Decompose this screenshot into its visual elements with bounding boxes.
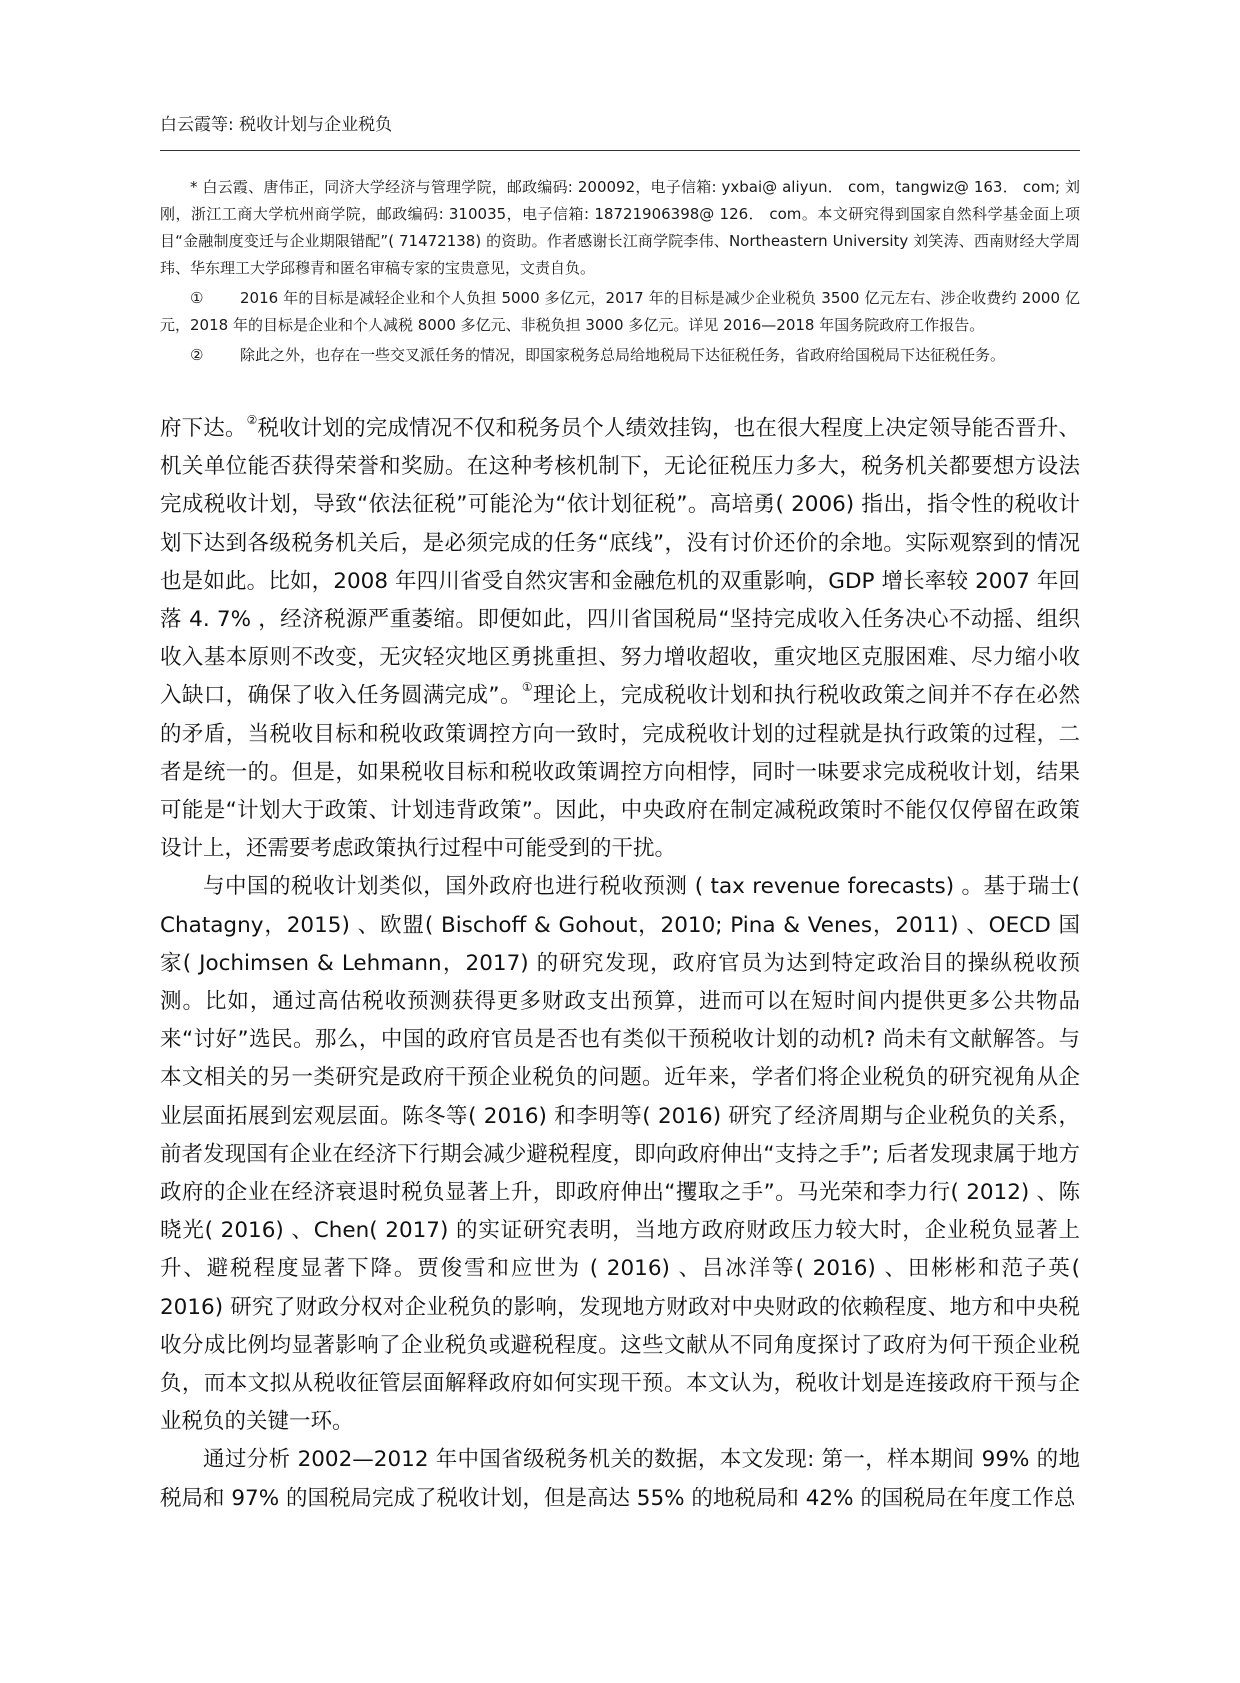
header-rule <box>160 150 1080 151</box>
footnote-ref-1[interactable]: ① <box>521 680 534 695</box>
paragraph-1-part-a: 府下达。 <box>160 416 247 441</box>
author-footnote: * 白云霞、唐伟正，同济大学经济与管理学院，邮政编码: 200092，电子信箱: yxbai@ aliyun． com，tangwiz@ 163． com; 刘刚，浙江工商大学杭州商学院，邮政编码: 310035，电子信箱: 18721906398@ 126． com。本文研究得到国家自然科学基金面上项目“金融制度变迁与企业期限错配”( 71472138) 的资助。作者感谢长江商学院李伟、Northeastern University 刘笑涛、西南财经大学周玮、华东理工大学邱穆青和匿名审稿专家的宝贵意见，文责自负。 <box>160 178 1080 277</box>
running-header: 白云霞等: 税收计划与企业税负 <box>160 115 393 135</box>
footnote-1-text: 2016 年的目标是减轻企业和个人负担 5000 多亿元，2017 年的目标是减少企业税负 3500 亿元左右、涉企收费约 2000 亿元，2018 年的目标是企业和个人减税 8000 多亿元、非税负担 3000 多亿元。详见 2016—2018 年国务院政府工作报告。 <box>160 289 1080 334</box>
footnote-ref-2[interactable]: ② <box>246 413 258 427</box>
footnote-2 <box>160 342 1080 369</box>
paragraph-3: 通过分析 2002—2012 年中国省级税务机关的数据，本文发现: 第一，样本期间 99% 的地税局和 97% 的国税局完成了税收计划，但是高达 55% 的地税局和 42% 的国税局在年度工作总 <box>160 1447 1080 1511</box>
paragraph-1-part-c: 理论上，完成税收计划和执行税收政策之间并不存在必然的矛盾，当税收目标和税收政策调控方向一致时，完成税收计划的过程就是执行政策的过程，二者是统一的。但是，如果税收目标和税收政策调控方向相悖，同时一味要求完成税收计划，结果可能是“计划大于政策、计划违背政策”。因此，中央政府在制定减税政策时不能仅仅停留在政策设计上，还需要考虑政策执行过程中可能受到的干扰。 <box>160 683 1080 862</box>
footnote-2-text: 除此之外，也存在一些交叉派任务的情况，即国家税务总局给地税局下达征税任务，省政府给国税局下达征税任务。 <box>240 346 1006 364</box>
footnote-1-mark: ① <box>190 289 204 307</box>
body-text <box>160 410 1080 1518</box>
footnote-1 <box>160 285 1080 339</box>
paragraph-1 <box>160 410 1080 868</box>
paragraph-1-part-b: 税收计划的完成情况不仅和税务员个人绩效挂钩，也在很大程度上决定领导能否晋升、机关单位能否获得荣誉和奖励。在这种考核机制下，无论征税压力多大，税务机关都要想方设法完成税收计划，导致“依法征税”可能沦为“依计划征税”。高培勇( 2006) 指出，指令性的税收计划下达到各级税务机关后，是必须完成的任务“底线”，没有讨价还价的余地。实际观察到的情况也是如此。比如，2008 年四川省受自然灾害和金融危机的双重影响，GDP 增长率较 2007 年回落 4. 7% ，经济税源严重萎缩。即便如此，四川省国税局“坚持完成收入任务决心不动摇、组织收入基本原则不改变，无灾轻灾地区勇挑重担、努力增收超收，重灾地区克服困难、尽力缩小收入缺口，确保了收入任务圆满完成”。 <box>160 416 1080 709</box>
footnotes <box>160 174 1080 372</box>
footnote-2-mark: ② <box>190 346 204 364</box>
paragraph-2: 与中国的税收计划类似，国外政府也进行税收预测 ( tax revenue forecasts) 。基于瑞士( Chatagny，2015) 、欧盟( Bischoff & Gohout，2010; Pina & Venes，2011) 、OECD 国家( Jochimsen & Lehmann，2017) 的研究发现，政府官员为达到特定政治目的操纵税收预测。比如，通过高估税收预测获得更多财政支出预算，进而可以在短时间内提供更多公共物品来“讨好”选民。那么，中国的政府官员是否也有类似干预税收计划的动机? 尚未有文献解答。与本文相关的另一类研究是政府干预企业税负的问题。近年来，学者们将企业税负的研究视角从企业层面拓展到宏观层面。陈冬等( 2016) 和李明等( 2016) 研究了经济周期与企业税负的关系，前者发现国有企业在经济下行期会减少避税程度，即向政府伸出“支持之手”; 后者发现隶属于地方政府的企业在经济衰退时税负显著上升，即政府伸出“攫取之手”。马光荣和李力行( 2012) 、陈晓光( 2016) 、Chen( 2017) 的实证研究表明，当地方政府财政压力较大时，企业税负显著上升、避税程度显著下降。贾俊雪和应世为 ( 2016) 、吕冰洋等( 2016) 、田彬彬和范子英( 2016) 研究了财政分权对企业税负的影响，发现地方财政对中央财政的依赖程度、地方和中央税收分成比例均显著影响了企业税负或避税程度。这些文献从不同角度探讨了政府为何干预企业税负，而本文拟从税收征管层面解释政府如何实现干预。本文认为，税收计划是连接政府干预与企业税负的关键一环。 <box>160 874 1080 1435</box>
